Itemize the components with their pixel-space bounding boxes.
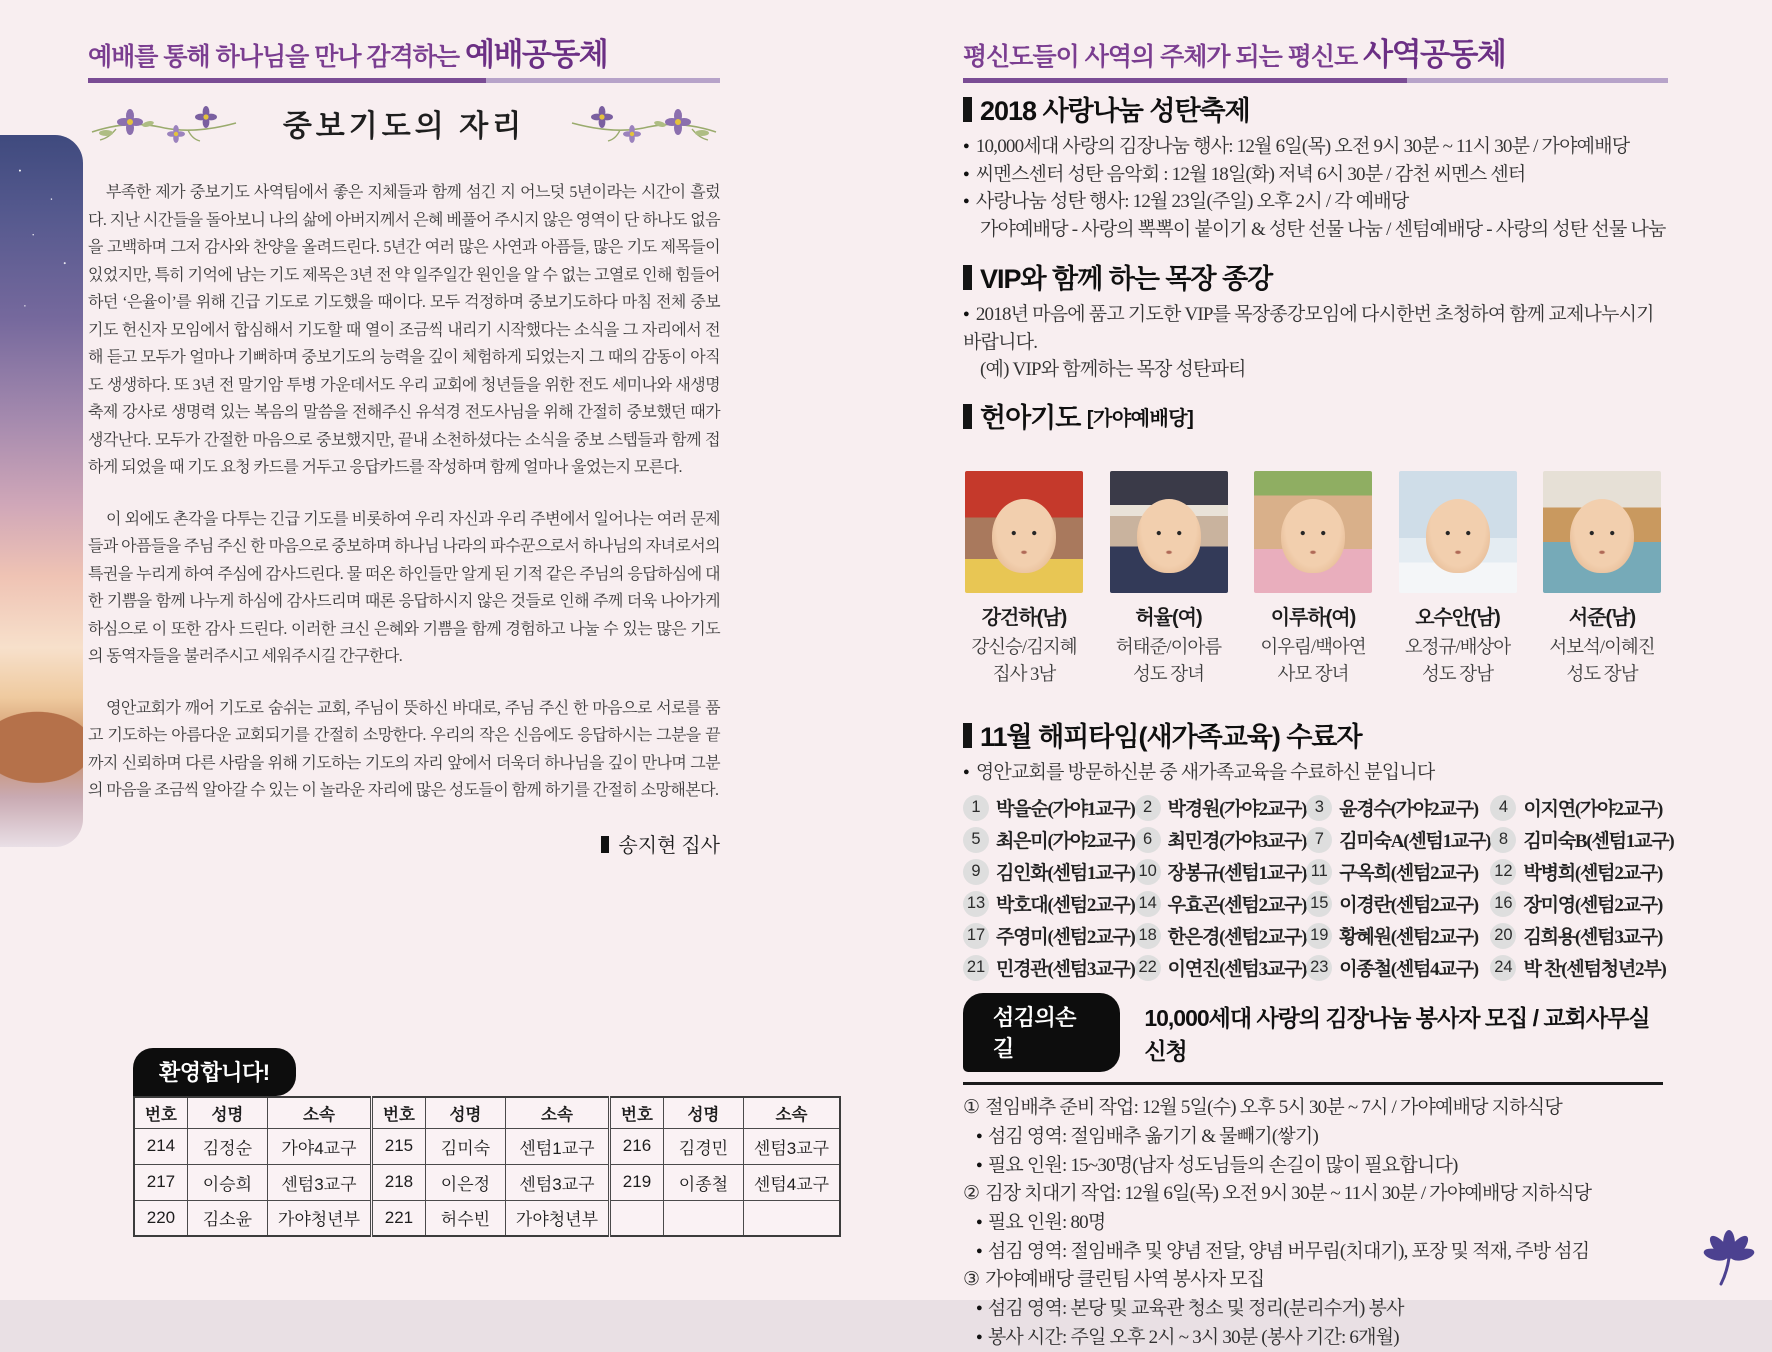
graduate-name: 윤경수(가야2교구) xyxy=(1339,799,1478,820)
event-bullet: ● 사랑나눔 성탄 행사: 12월 23일(주일) 오후 2시 / 각 예배당 xyxy=(963,188,1668,216)
graduate-number: 4 xyxy=(1490,795,1516,821)
section-title-dedication xyxy=(963,400,1668,437)
graduate-name: 주영미(센텀2교구) xyxy=(996,927,1135,948)
baby-photo xyxy=(1254,471,1372,593)
baby-photo xyxy=(965,471,1083,593)
graduate-number: 24 xyxy=(1490,955,1516,981)
welcome-cell: 가야청년부 xyxy=(267,1200,371,1236)
welcome-table-row xyxy=(134,1164,840,1200)
graduate-name: 이연진(센텀3교구) xyxy=(1167,959,1307,980)
service-item-text: 김장 치대기 작업: 12월 6일(목) 오전 9시 30분 ~ 11시 30분 / 가야예배당 지하식당 xyxy=(985,1183,1592,1204)
graduate-item xyxy=(1306,954,1490,981)
welcome-cell: 218 xyxy=(372,1164,426,1200)
worship-column xyxy=(88,38,720,858)
graduate-name: 황혜원(센텀2교구) xyxy=(1339,927,1478,948)
graduate-number: 22 xyxy=(1135,955,1161,981)
event-bullet: ● 10,000세대 사랑의 김장나눔 행사: 12월 6일(목) 오전 9시 30분 ~ 11시 30분 / 가야예배당 xyxy=(963,133,1668,161)
baby-name: 허율(여) xyxy=(1135,606,1202,629)
welcome-cell xyxy=(663,1200,743,1236)
baby-parents: 서보석/이혜진 xyxy=(1549,637,1655,658)
welcome-col-header: 소속 xyxy=(743,1097,840,1128)
welcome-cell: 센텀3교구 xyxy=(505,1164,609,1200)
graduate-number: 20 xyxy=(1490,923,1516,949)
graduate-item xyxy=(963,954,1135,981)
graduate-item xyxy=(963,922,1135,949)
graduate-name: 우효곤(센텀2교구) xyxy=(1167,895,1307,916)
graduate-item xyxy=(1135,794,1307,821)
graduate-name: 한은경(센텀2교구) xyxy=(1167,927,1307,948)
graduate-number: 2 xyxy=(1135,795,1161,821)
left-header-rule xyxy=(88,78,720,83)
right-header-label: 평신도들이 사역의 주체가 되는 평신도 xyxy=(963,43,1358,71)
graduate-item xyxy=(1306,794,1490,821)
left-header-community: 예배공동체 xyxy=(465,37,608,72)
graduate-number: 17 xyxy=(963,923,989,949)
welcome-cell: 이승희 xyxy=(187,1164,267,1200)
service-item-marker: ● xyxy=(976,1302,982,1314)
service-item-text: 절임배추 준비 작업: 12월 5일(수) 오후 5시 30분 ~ 7시 / 가야예배당 지하식당 xyxy=(985,1097,1562,1118)
welcome-cell: 가야청년부 xyxy=(505,1200,609,1236)
service-item-marker: ③ xyxy=(963,1269,980,1290)
graduate-name: 박경원(가야2교구) xyxy=(1167,799,1307,820)
graduate-number: 18 xyxy=(1135,923,1161,949)
graduate-item xyxy=(963,826,1135,853)
baby-photo xyxy=(1110,471,1228,593)
right-column-header xyxy=(963,38,1668,74)
graduate-number: 14 xyxy=(1135,891,1161,917)
welcome-cell: 221 xyxy=(372,1200,426,1236)
baby-name: 오수안(남) xyxy=(1415,606,1500,629)
graduate-name: 박호대(센텀2교구) xyxy=(996,895,1135,916)
graduate-name: 장봉규(센텀1교구) xyxy=(1167,863,1307,884)
service-item xyxy=(963,1122,1668,1151)
welcome-cell: 214 xyxy=(134,1128,187,1164)
graduate-number: 10 xyxy=(1135,859,1161,885)
dedication-title: 헌아기도 xyxy=(980,402,1081,433)
welcome-cell: 216 xyxy=(610,1128,664,1164)
graduate-item xyxy=(1306,858,1490,885)
welcome-cell: 이은정 xyxy=(425,1164,505,1200)
welcome-cell: 센텀3교구 xyxy=(743,1128,840,1164)
graduate-number: 9 xyxy=(963,859,989,885)
graduate-name: 김미숙A(센텀1교구) xyxy=(1339,831,1491,852)
baby-face xyxy=(1137,499,1201,573)
welcome-cell: 215 xyxy=(372,1128,426,1164)
service-item-text: 섬김 영역: 본당 및 교육관 청소 및 정리(분리수거) 봉사 xyxy=(987,1298,1404,1319)
christmas-subline: 가야예배당 - 사랑의 뽁뽁이 붙이기 & 성탄 선물 나눔 / 센텀예배당 - 사랑의 성탄 선물 나눔 xyxy=(980,218,1666,240)
graduate-number: 16 xyxy=(1490,891,1516,917)
baby-face xyxy=(1281,499,1345,573)
left-column-header xyxy=(88,38,720,74)
graduate-name: 박 찬(센텀청년2부) xyxy=(1523,959,1666,980)
graduate-number: 6 xyxy=(1135,827,1161,853)
baby-name: 이루하(여) xyxy=(1270,606,1356,629)
welcome-cell: 센텀3교구 xyxy=(267,1164,371,1200)
service-item xyxy=(963,1208,1668,1237)
vip-subline: (예) VIP와 함께하는 목장 성탄파티 xyxy=(980,359,1246,380)
graduates-grid xyxy=(963,794,1674,981)
service-item-text: 필요 인원: 80명 xyxy=(987,1212,1106,1233)
baby-card xyxy=(1252,471,1374,689)
welcome-cell xyxy=(610,1200,664,1236)
graduate-item xyxy=(963,794,1135,821)
graduate-number: 5 xyxy=(963,827,989,853)
graduate-item xyxy=(1135,922,1307,949)
service-item xyxy=(963,1151,1668,1180)
event-bullet: ● 씨멘스센터 성탄 음악회 : 12월 18일(화) 저녁 6시 30분 / 감천 씨멘스 센터 xyxy=(963,161,1668,189)
graduate-item xyxy=(1306,890,1490,917)
baby-parents: 허태준/이아름 xyxy=(1115,637,1222,658)
graduate-name: 민경관(센텀3교구) xyxy=(996,959,1135,980)
welcome-cell: 김소윤 xyxy=(187,1200,267,1236)
graduate-name: 구옥희(센텀2교구) xyxy=(1339,863,1478,884)
baby-detail: 성도 장녀 xyxy=(1132,664,1205,685)
welcome-cell: 217 xyxy=(134,1164,187,1200)
graduate-number: 19 xyxy=(1306,923,1332,949)
service-item-marker: ● xyxy=(976,1216,982,1228)
service-item-text: 섬김 영역: 절임배추 및 양념 전달, 양념 버무림(치대기), 포장 및 적재, 주방 섬김 xyxy=(987,1241,1590,1262)
graduate-number: 11 xyxy=(1306,859,1332,885)
welcome-cell: 220 xyxy=(134,1200,187,1236)
service-header xyxy=(963,993,1663,1085)
baby-detail: 성도 장남 xyxy=(1566,664,1638,685)
graduate-number: 15 xyxy=(1306,891,1332,917)
graduate-number: 13 xyxy=(963,891,989,917)
baby-name: 서준(남) xyxy=(1568,606,1636,629)
welcome-col-header: 성명 xyxy=(425,1097,505,1128)
welcome-col-header: 성명 xyxy=(663,1097,743,1128)
graduate-item xyxy=(963,858,1135,885)
graduate-number: 8 xyxy=(1490,827,1516,853)
service-item-text: 섬김 영역: 절임배추 옮기기 & 물빼기(쌓기) xyxy=(987,1126,1318,1147)
section-title-christmas: 2018 사랑나눔 성탄축제 xyxy=(963,93,1668,129)
service-item-text: 봉사 시간: 주일 오후 2시 ~ 3시 30분 (봉사 기간: 6개월) xyxy=(987,1327,1399,1348)
graduate-item xyxy=(1490,954,1673,981)
right-header-community: 사역공동체 xyxy=(1363,37,1506,72)
graduate-name: 박병희(센텀2교구) xyxy=(1523,863,1663,884)
baby-parents: 강신승/김지혜 xyxy=(971,637,1077,658)
service-item-marker: ● xyxy=(976,1159,982,1171)
service-item-marker: ● xyxy=(976,1245,982,1257)
graduate-item xyxy=(1135,826,1307,853)
author-name: 송지현 집사 xyxy=(618,834,720,857)
welcome-cell: 허수빈 xyxy=(425,1200,505,1236)
service-title: 10,000세대 사랑의 김장나눔 봉사자 모집 / 교회사무실 신청 xyxy=(1144,1004,1650,1064)
graduate-number: 3 xyxy=(1306,795,1332,821)
baby-card xyxy=(1541,471,1663,689)
graduate-item xyxy=(963,890,1135,917)
graduate-number: 12 xyxy=(1490,859,1516,885)
graduate-name: 최은미(가야2교구) xyxy=(996,831,1135,852)
service-list xyxy=(963,1094,1668,1352)
graduate-name: 이경란(센텀2교구) xyxy=(1339,895,1478,916)
graduate-item xyxy=(1306,922,1490,949)
graduate-number: 1 xyxy=(963,795,989,821)
happytime-note: ● 영안교회를 방문하신분 중 새가족교육을 수료하신 분입니다 xyxy=(963,759,1668,787)
dedication-location-tag: [가야예배당] xyxy=(1086,407,1194,430)
graduate-name: 김희용(센텀3교구) xyxy=(1523,927,1663,948)
welcome-col-header: 번호 xyxy=(134,1097,187,1128)
christmas-bullets xyxy=(963,133,1668,216)
welcome-table-row xyxy=(134,1128,840,1164)
service-item xyxy=(963,1237,1668,1266)
service-item xyxy=(963,1294,1668,1323)
baby-detail: 사모 장녀 xyxy=(1277,664,1349,685)
left-header-label: 예배를 통해 하나님을 만나 감격하는 xyxy=(88,43,460,71)
graduate-item xyxy=(1490,890,1673,917)
essay-paragraph: 영안교회가 깨어 기도로 숨쉬는 교회, 주님이 뜻하신 바대로, 주님 주신 한 마음으로 서로를 품고 기도하는 아름다운 교회되기를 간절히 소망한다. 우리의 작은 신음에도 응답하시는 그분을 끝까지 신뢰하며 다른 사람을 위해 기도하는 기도의 자리 앞에서 더욱더 하나님을 깊이 만나며 그분의 마음을 조금씩 알아갈 수 있는 이 놀라운 자리에 많은 성도들이 함께 하기를 간절히 소망해본다. xyxy=(88,699,720,799)
baby-detail: 성도 장남 xyxy=(1421,664,1494,685)
service-item-marker: ② xyxy=(963,1183,980,1204)
graduate-name: 박을순(가야1교구) xyxy=(996,799,1135,820)
graduate-name: 장미영(센텀2교구) xyxy=(1523,895,1663,916)
welcome-col-header: 소속 xyxy=(505,1097,609,1128)
graduate-name: 이종철(센텀4교구) xyxy=(1339,959,1478,980)
graduate-name: 김미숙B(센텀1교구) xyxy=(1523,831,1674,852)
baby-card xyxy=(1108,471,1230,689)
service-item xyxy=(963,1094,1668,1122)
graduate-item xyxy=(1490,826,1673,853)
floral-ornament-icon xyxy=(88,100,238,146)
welcome-header-row xyxy=(134,1097,840,1128)
baby-card xyxy=(1397,471,1519,689)
welcome-cell: 219 xyxy=(610,1164,664,1200)
welcome-cell: 가야4교구 xyxy=(267,1128,371,1164)
service-item-marker: ● xyxy=(976,1130,982,1142)
baby-photo xyxy=(1399,471,1517,593)
baby-photo-row xyxy=(963,471,1663,689)
baby-parents: 오정규/배상아 xyxy=(1404,637,1511,658)
baby-detail: 집사 3남 xyxy=(992,664,1056,685)
welcome-table xyxy=(133,1096,841,1237)
welcome-cell: 센텀4교구 xyxy=(743,1164,840,1200)
graduate-item xyxy=(1490,858,1673,885)
baby-photo xyxy=(1543,471,1661,593)
service-item-text: 필요 인원: 15~30명(남자 성도님들의 손길이 많이 필요합니다) xyxy=(987,1155,1458,1176)
ministry-column xyxy=(963,37,1674,1352)
signature-bar xyxy=(601,836,609,853)
welcome-cell: 김미숙 xyxy=(425,1128,505,1164)
service-item xyxy=(963,1180,1668,1208)
welcome-col-header: 소속 xyxy=(267,1097,371,1128)
section-title-vip: VIP와 함께 하는 목장 종강 xyxy=(963,261,1668,297)
service-item xyxy=(963,1323,1668,1352)
welcome-cell xyxy=(743,1200,840,1236)
service-item-marker: ① xyxy=(963,1097,980,1118)
baby-face xyxy=(1426,499,1490,573)
section-title-happytime: 11월 해피타임(새가족교육) 수료자 xyxy=(963,719,1668,755)
vip-bullet: ● 2018년 마음에 품고 기도한 VIP를 목장종강모임에 다시한번 초청하여 함께 교제나누시기 바랍니다. xyxy=(963,301,1668,356)
baby-name: 강건하(남) xyxy=(981,606,1067,629)
welcome-badge: 환영합니다! xyxy=(133,1048,296,1096)
baby-parents: 이우림/백아연 xyxy=(1260,637,1366,658)
graduate-name: 최민경(가야3교구) xyxy=(1167,831,1307,852)
graduate-item xyxy=(1135,954,1307,981)
graduate-name: 이지연(가야2교구) xyxy=(1523,799,1663,820)
right-header-rule xyxy=(963,78,1668,83)
welcome-cell: 김정순 xyxy=(187,1128,267,1164)
welcome-table-row xyxy=(134,1200,840,1236)
baby-face xyxy=(992,499,1056,573)
essay-body xyxy=(88,179,720,805)
welcome-cell: 이종철 xyxy=(663,1164,743,1200)
service-item xyxy=(963,1266,1668,1294)
welcome-cell: 김경민 xyxy=(663,1128,743,1164)
graduate-item xyxy=(1135,858,1307,885)
service-item-marker: ● xyxy=(976,1331,982,1343)
graduate-name: 김인화(센텀1교구) xyxy=(996,863,1135,884)
sunset-photo-strip xyxy=(0,135,83,847)
graduate-item xyxy=(1135,890,1307,917)
essay-paragraph: 부족한 제가 중보기도 사역팀에서 좋은 지체들과 함께 섬긴 지 어느덧 5년이라는 시간이 흘렀다. 지난 시간들을 돌아보니 나의 삶에 아버지께서 은혜 베풀어 주시지 않은 영역이 단 하나도 없음을 고백하며 그저 감사와 찬양을 올려드린다. 5년간 여러 많은 사연과 아픔들, 많은 기도 제목들이 있었지만, 특히 기억에 남는 기도 제목은 3년 전 약 일주일간 원인을 알 수 없는 고열로 인해 힘들어하던 ‘은율이’를 위해 긴급 기도로 기도했을 때이다. 모두 걱정하며 중보기도하다 마침 전체 중보기도 헌신자 모임에서 합심해서 기도할 때 열이 조금씩 내리기 시작했다는 소식을 그 자리에서 전해 듣고 모두가 얼마나 기뻐하며 중보기도의 능력을 깊이 체험하게 되었는지 그 때의 감동이 아직도 생생하다. 또 3년 전 말기암 투병 가운데서도 우리 교회에 청년들을 위한 전도 세미나와 새생명축제 강사로 생명력 있는 복음의 말씀을 전해주신 유석경 전도사님을 위해 간절히 중보했던 때가 생각난다. 모두가 간절한 마음으로 중보했지만, 끝내 소천하셨다는 소식을 중보 스텝들과 함께 접하게 되었을 때 기도 요청 카드를 거두고 응답카드를 작성하며 함께 얼마나 울었는지 모른다. xyxy=(88,184,720,476)
article-title: 중보기도의 자리 xyxy=(282,110,526,143)
service-item-text: 가야예배당 클린팀 사역 봉사자 모집 xyxy=(985,1269,1265,1290)
graduate-number: 7 xyxy=(1306,827,1332,853)
graduate-number: 21 xyxy=(963,955,989,981)
graduate-item xyxy=(1490,794,1673,821)
graduate-number: 23 xyxy=(1306,955,1332,981)
baby-card xyxy=(963,471,1085,689)
essay-paragraph: 이 외에도 촌각을 다투는 긴급 기도를 비롯하여 우리 자신과 우리 주변에서 일어나는 여러 문제들과 아픔들을 주님 주신 한 마음으로 중보하며 하나님 나라의 파수꾼으로서 하나님의 자녀로서의 특권을 누리게 하여 주심에 감사드린다. 물 떠온 하인들만 알게 된 기적 같은 주님의 응답하심에 대한 기쁨을 함께 나누게 하심에 감사드리며 때론 응답하시지 않은 것들로 인해 주께 더욱 나아가게 하심으로 이 또한 감사 드린다. 이러한 크신 은혜와 기쁨을 함께 경험하고 나눌 수 있는 많은 기도의 동역자들을 불러주시고 세워주시길 간구한다. xyxy=(88,510,720,665)
welcome-col-header: 성명 xyxy=(187,1097,267,1128)
welcome-col-header: 번호 xyxy=(610,1097,664,1128)
welcome-col-header: 번호 xyxy=(372,1097,426,1128)
leaf-icon xyxy=(1702,1228,1756,1288)
author-signature xyxy=(88,829,720,858)
welcome-cell: 센텀1교구 xyxy=(505,1128,609,1164)
baby-face xyxy=(1570,499,1634,573)
service-badge: 섬김의손길 xyxy=(963,993,1120,1072)
floral-ornament-icon xyxy=(570,100,720,146)
graduate-item xyxy=(1490,922,1673,949)
graduate-item xyxy=(1306,826,1490,853)
